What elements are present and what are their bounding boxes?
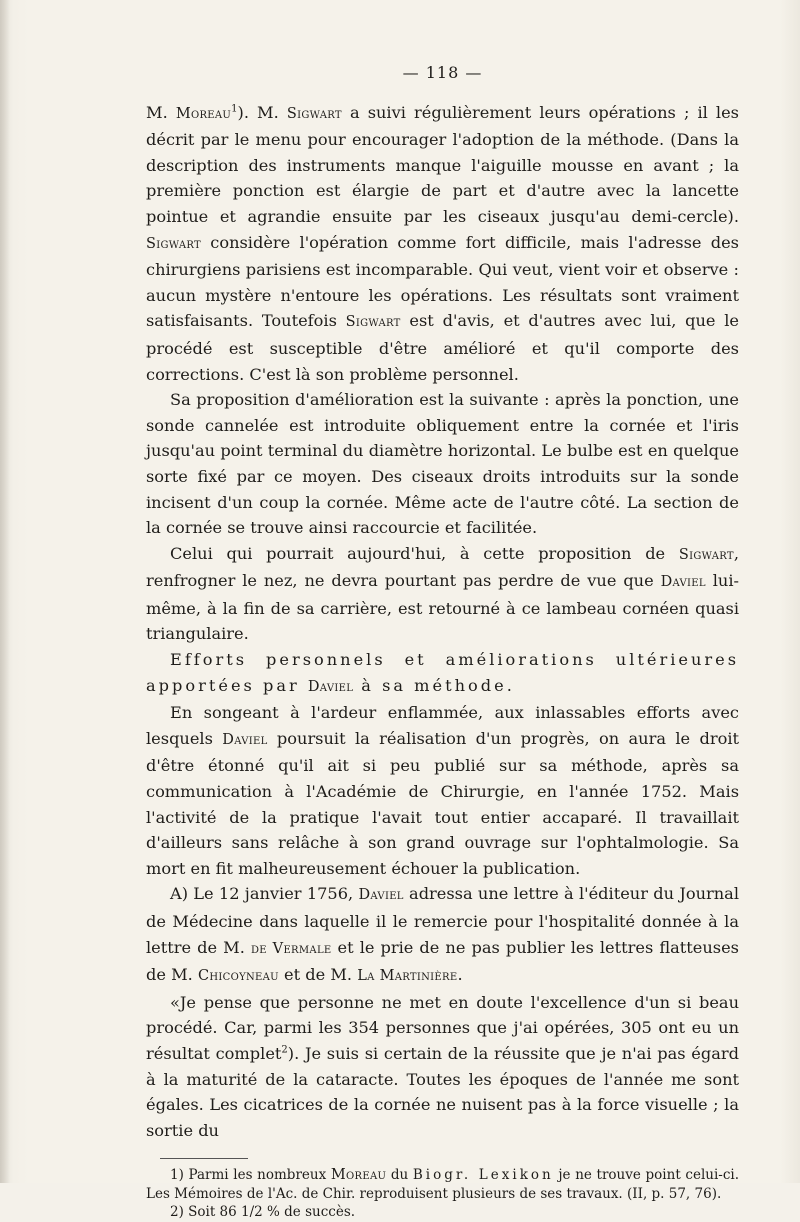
author-name: La Martinière bbox=[357, 968, 458, 985]
p3-text-e: lui-même, à la fin de sa carrière, est retourné à ce lambeau cornéen quasi triangulaire. bbox=[146, 571, 739, 644]
p5-text-c: poursuit la réalisation d'un progrès, on aura le droit d'être étonné qu'il ait si peu publié sur sa méthode, après sa communication à l'Académie de Chirurgie, en l'année 1752. Mais l'activité de la pratique l'avait tout entier accaparé. Il travaillait d'ailleurs sans relâche à son grand ouvrage sur l'ophtalmologie. Sa mort en fit malheureusement échouer la publication. bbox=[146, 728, 739, 878]
paragraph-7 bbox=[146, 990, 739, 1144]
p3-text-c: , renfrogner le nez, ne devra pourtant pas perdre de vue que bbox=[146, 543, 739, 591]
page-body bbox=[146, 60, 739, 1222]
author-name: Moreau bbox=[175, 105, 232, 122]
p7-text-c: ). Je suis si certain de la réussite que je n'ai pas égard à la maturité de la cataracte. Toutes les époques de l'année me sont égales. Les cicatrices de la cornée ne nuisent pas à la force visuelle ; la sortie du bbox=[146, 1043, 739, 1140]
fn1-text-d: Biogr. Lexikon bbox=[412, 1167, 554, 1184]
fn1-text-a: 1) Parmi les nombreux bbox=[170, 1167, 331, 1184]
author-name: Daviel bbox=[307, 678, 354, 695]
section-heading bbox=[146, 647, 739, 700]
p6-text-c: adressa une lettre à l'éditeur du Journal de Médecine dans laquelle il le remercie pour l'hospitalité donnée à la lettre de M. bbox=[146, 884, 739, 957]
p1-text-h: considère l'opération comme fort difficile, mais l'adresse des chirurgiens parisiens est incomparable. Qui veut, vient voir et observe : aucun mystère n'entoure les opérations. Les résultats sont vraiment satisfaisants. Toutefois bbox=[146, 232, 739, 331]
paragraph-5 bbox=[146, 700, 739, 881]
author-name: Chicoyneau bbox=[197, 968, 279, 985]
p1-text-a: M. bbox=[146, 102, 176, 122]
author-name: Daviel bbox=[358, 887, 404, 904]
paragraph-3 bbox=[146, 541, 739, 647]
footnotes bbox=[146, 1166, 739, 1222]
heading-text-a: Efforts personnels et améliorations ultérieures apportées par bbox=[146, 650, 739, 695]
footnote-ref-2: 2 bbox=[281, 1044, 288, 1056]
paragraph-6 bbox=[146, 881, 739, 989]
fn1-text-c: du bbox=[386, 1167, 413, 1184]
author-name: Sigwart bbox=[286, 105, 342, 122]
fn1-text-e: je ne trouve point celui-ci. Les Mémoires de l'Ac. de Chir. reproduisent plusieurs de ses travaux. (II, p. 57, 76). bbox=[146, 1167, 740, 1202]
author-name: Daviel bbox=[222, 731, 268, 748]
p7-text-a: «Je pense que personne ne met en doute l'excellence d'un si beau procédé. Car, parmi les 354 personnes que j'ai opérées, 305 ont eu un résultat complet bbox=[146, 992, 739, 1063]
p1-text-d: ). M. bbox=[237, 102, 287, 122]
author-name: Sigwart bbox=[345, 314, 401, 331]
p6-text-a: A) Le 12 janvier 1756, bbox=[170, 884, 359, 904]
p1-text-j: est d'avis, et d'autres avec lui, que le procédé est susceptible d'être amélioré et qu'il comporte des corrections. C'est là son problème personnel. bbox=[146, 311, 739, 384]
p5-text-a: En songeant à l'ardeur enflammée, aux inlassables efforts avec lesquels bbox=[146, 703, 739, 748]
author-name: Moreau bbox=[330, 1167, 387, 1184]
author-name: Sigwart bbox=[146, 235, 201, 252]
heading-text-c: à sa méthode. bbox=[353, 675, 515, 695]
author-name: Daviel bbox=[660, 574, 706, 591]
p6-text-e: et le prie de ne pas publier les lettres flatteuses de M. bbox=[146, 937, 739, 985]
paragraph-2: Sa proposition d'amélioration est la suivante : après la ponction, une sonde cannelée est introduite obliquement entre la cornée et l'iris jusqu'au point terminal du diamètre horizontal. Le bulbe est en quelque sorte fixé par ce moyen. Des ciseaux droits introduits sur la sonde incisent d'un coup la cornée. Même acte de l'autre côté. La section de la cornée se trouve ainsi raccourcie et facilitée. bbox=[146, 390, 739, 538]
footnote-ref-1: 1 bbox=[231, 103, 238, 115]
footnote-1 bbox=[146, 1166, 739, 1203]
p6-text-i: . bbox=[457, 965, 463, 985]
author-name: de Vermale bbox=[250, 940, 332, 957]
page-number: — 118 — bbox=[402, 63, 483, 82]
p1-text-f: a suivi régulièrement leurs opérations ; il les décrit par le menu pour encourager l'adoption de la méthode. (Dans la description des instruments manque l'aiguille mousse en avant ; la première ponction est élargie de part et d'autre avec la lancette pointue et agrandie ensuite par les ciseaux jusqu'au demi-cercle). bbox=[146, 102, 739, 226]
paragraph-1 bbox=[146, 100, 739, 388]
page-edge-shadow bbox=[0, 0, 10, 1183]
p6-text-g: et de M. bbox=[278, 965, 358, 985]
p3-text-a: Celui qui pourrait aujourd'hui, à cette proposition de bbox=[170, 543, 679, 563]
author-name: Sigwart bbox=[678, 546, 734, 563]
footnote-divider bbox=[160, 1158, 248, 1159]
footnote-2: 2) Soit 86 1/2 % de succès. bbox=[170, 1204, 356, 1221]
